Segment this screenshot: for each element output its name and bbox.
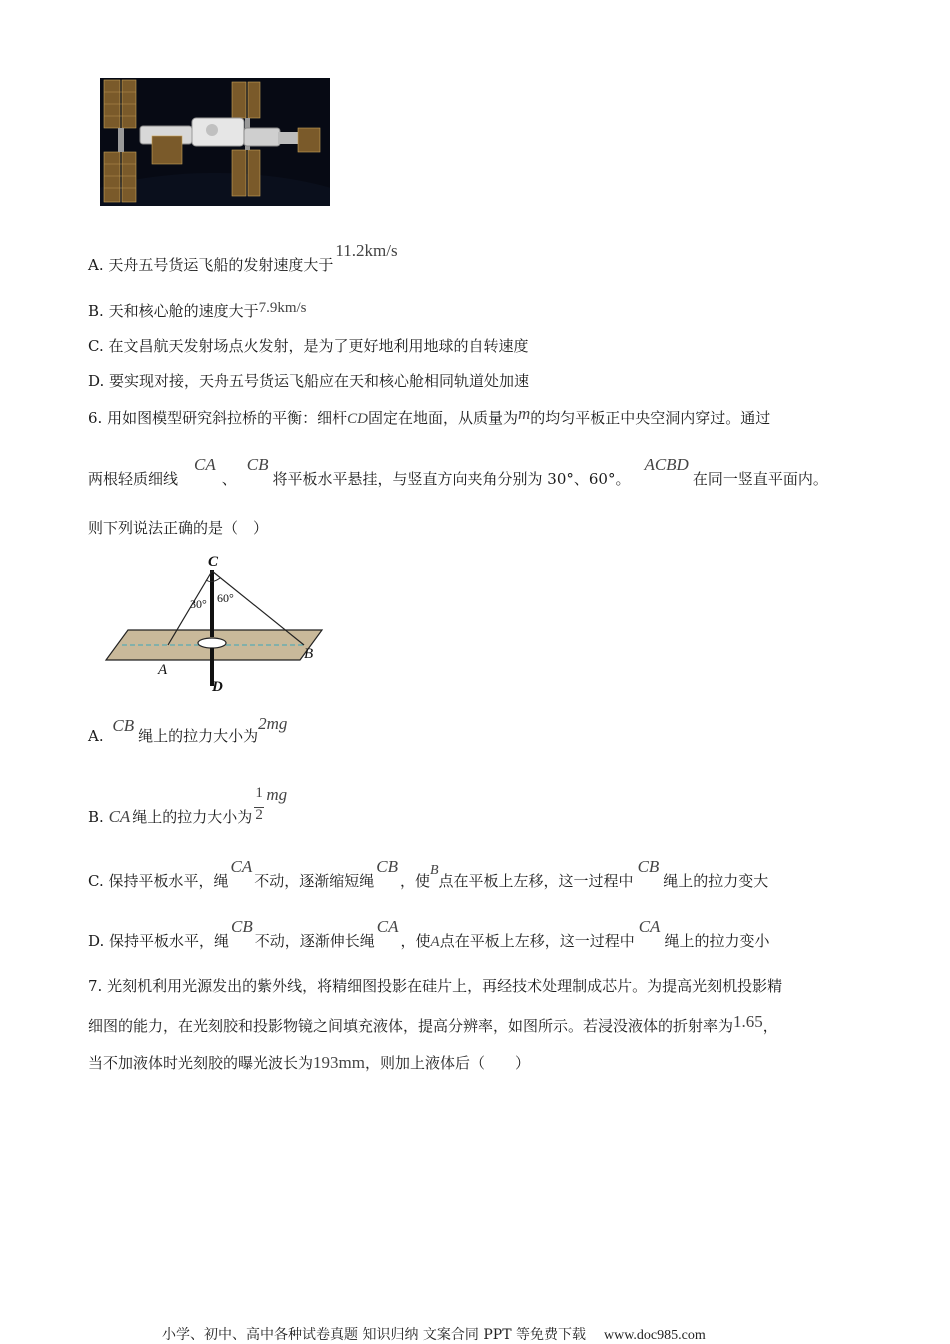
q6-option-c[interactable]: C. 保持平板水平，绳CA不动，逐渐缩短绳CB，使B点在平板上左移，这一过程中CB绳上的拉力变大 <box>88 857 769 890</box>
fraction-one-half: $\frac{1}{2}$ <box>255 785 263 823</box>
option-label: D. <box>88 372 110 390</box>
q6-stem-line3: 则下列说法正确的是（ ） <box>88 519 269 537</box>
q6-option-a[interactable]: A. CB绳上的拉力大小为2mg <box>88 714 288 745</box>
q7-stem-line3: 当不加液体时光刻胶的曝光波长为193mm，则加上液体后（ ） <box>88 1053 530 1072</box>
q7-stem-line1: 7. 光刻机利用光源发出的紫外线，将精细图投影在硅片上，再经技术处理制成芯片。为提高光刻机投影精 <box>88 977 783 995</box>
option-text: 天和核心舱的速度大于 <box>108 302 259 320</box>
q7-stem-line2: 细图的能力，在光刻胶和投影物镜之间填充液体，提高分辨率，如图所示。若浸没液体的折射率为1.65， <box>88 1012 778 1035</box>
angle-30: 30° <box>190 597 207 611</box>
q6-stem-line1: 6. 用如图模型研究斜拉桥的平衡：细杆CD固定在地面，从质量为m的均匀平板正中央空洞内穿过。通过 <box>88 404 771 427</box>
label-a: A <box>158 662 168 678</box>
option-text: 天舟五号货运飞船的发射速度大于 <box>108 256 334 274</box>
label-c: C <box>208 554 219 570</box>
page-footer <box>162 1324 706 1344</box>
label-b: B <box>304 646 314 662</box>
label-d: D <box>212 679 223 693</box>
option-label: A. <box>88 256 109 274</box>
cable-stayed-bridge-diagram <box>100 548 330 693</box>
footer-url[interactable]: www.doc985.com <box>603 1328 706 1343</box>
q5-option-d[interactable] <box>88 374 529 389</box>
option-label: B. <box>88 302 109 320</box>
q5-option-a[interactable] <box>88 241 398 274</box>
q5-option-c[interactable] <box>88 339 529 354</box>
speed-value: 11.2km/s <box>335 241 398 260</box>
q6-option-d[interactable]: D. 保持平板水平，绳CB不动，逐渐伸长绳CA，使A点在平板上左移，这一过程中CA绳上的拉力变小 <box>88 917 770 950</box>
q6-stem-line2: 两根轻质细线CA、CB将平板水平悬挂，与竖直方向夹角分别为 30°、60°。ACBD在同一竖直平面内。 <box>88 455 828 488</box>
footer-text: 小学、初中、高中各种试卷真题 知识归纳 文案合同 PPT 等免费下载 <box>162 1327 586 1343</box>
q6-option-b[interactable]: B. CA 绳上的拉力大小为 $\frac{1}{2}$ mg <box>88 785 288 826</box>
q5-option-b[interactable] <box>88 300 307 320</box>
option-text: 在文昌航天发射场点火发射，是为了更好地利用地球的自转速度 <box>108 337 529 355</box>
speed-value: 7.9km/s <box>258 300 307 316</box>
angle-60: 60° <box>217 591 234 605</box>
option-text: 要实现对接，天舟五号货运飞船应在天和核心舱相同轨道处加速 <box>109 372 530 390</box>
option-label: C. <box>88 337 109 355</box>
space-station-image <box>100 78 330 206</box>
